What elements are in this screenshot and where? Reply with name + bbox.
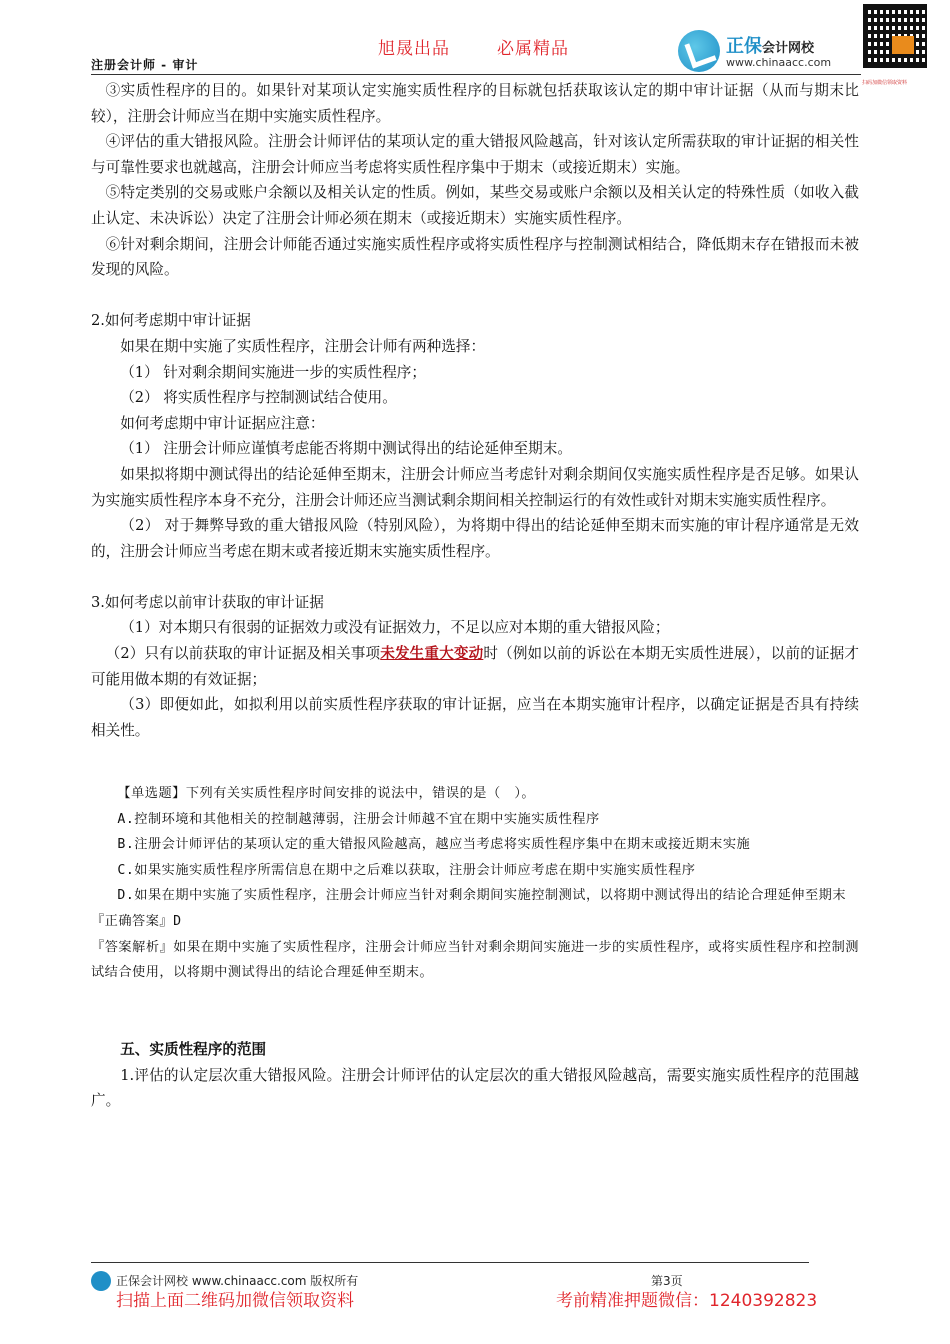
section-heading: 3.如何考虑以前审计获取的审计证据 bbox=[91, 593, 324, 611]
highlight-link[interactable]: 未发生重大变动 bbox=[380, 645, 484, 663]
list-item: （1） 注册会计师应谨慎考虑能否将期中测试得出的结论延伸至期末。 bbox=[120, 440, 572, 458]
subject-title: 注册会计师 - 审计 bbox=[91, 58, 199, 72]
paragraph: 如何考虑期中审计证据应注意： bbox=[120, 414, 325, 432]
paragraph: 1.评估的认定层次重大错报风险。注册会计师评估的认定层次的重大错报风险越高，需要实施实质性程序的范围越广。 bbox=[91, 1066, 859, 1110]
spacer bbox=[91, 743, 859, 769]
paragraph: ③实质性程序的目的。如果针对某项认定实施实质性程序的目标就包括获取该认定的期中审计证据（从而与期末比较），注册会计师应当在期中实施实质性程序。 bbox=[91, 82, 859, 125]
logo-url: www.chinaacc.com bbox=[726, 56, 832, 69]
spacer bbox=[91, 283, 859, 309]
spacer bbox=[91, 986, 859, 1012]
paragraph: ⑤特定类别的交易或账户余额以及相关认定的性质。例如，某些交易或账户余额以及相关认定的特殊性质（如收入截止认定、未决诉讼）决定了注册会计师必须在期末（或接近期末）实施实质性程序。 bbox=[91, 184, 859, 227]
list-item: （3）即便如此，如拟利用以前实质性程序获取的审计证据，应当在本期实施审计程序，以确定证据是否具有持续相关性。 bbox=[91, 696, 859, 739]
text-run: 时（例如以前的诉讼在本期无实质性进展），以前的证据才可能用做本期的有效证据； bbox=[91, 645, 859, 688]
paragraph: ④评估的重大错报风险。注册会计师评估的某项认定的重大错报风险越高，针对该认定所需获取的审计证据的相关性与可靠性要求也就越高，注册会计师应当考虑将实质性程序集中于期末（或接近期末）实施。 bbox=[91, 133, 859, 176]
logo-name bbox=[726, 32, 814, 58]
paragraph: 如果在期中实施了实质性程序，注册会计师有两种选择： bbox=[120, 337, 486, 355]
paragraph: ⑥针对剩余期间，注册会计师能否通过实施实质性程序或将实质性程序与控制测试相结合，降低期末存在错报而未被发现的风险。 bbox=[91, 235, 859, 279]
section-five-heading: 五、实质性程序的范围 bbox=[120, 1040, 267, 1058]
question-option-c: C.如果实施实质性程序所需信息在期中之后难以获取，注册会计师应考虑在期中实施实质性程序 bbox=[117, 862, 696, 878]
paragraph: 如果拟将期中测试得出的结论延伸至期末，注册会计师应当考虑针对剩余期间仅实施实质性程序是否足够。如果认为实施实质性程序本身不充分，注册会计师还应当测试剩余期间相关控制运行的有效性或针对期末实施实质性程序。 bbox=[91, 465, 859, 509]
document-body bbox=[91, 78, 859, 1114]
logo-mark-icon bbox=[678, 30, 720, 72]
question-option-a: A.控制环境和其他相关的控制越薄弱，注册会计师越不宜在期中实施实质性程序 bbox=[117, 811, 600, 827]
list-item: （2） 对于舞弊导致的重大错报风险（特别风险），为将期中得出的结论延伸至期末而实施的审计程序通常是无效的，注册会计师应当考虑在期末或者接近期末实施实质性程序。 bbox=[91, 517, 859, 560]
promo-left: 扫描上面二维码加微信领取资料 bbox=[116, 1291, 354, 1311]
logo-name-suffix: 会计网校 bbox=[762, 41, 815, 56]
question-block bbox=[91, 781, 859, 986]
spacer bbox=[91, 1011, 859, 1037]
header-divider bbox=[91, 74, 861, 75]
slogan-left: 旭晟出品 bbox=[378, 39, 450, 59]
text-run: （2）只有以前获取的审计证据及相关事项 bbox=[105, 645, 381, 663]
qr-note: 扫码加微信领取资料 bbox=[862, 80, 908, 86]
question-stem: 【单选题】下列有关实质性程序时间安排的说法中，错误的是（ ）。 bbox=[117, 786, 536, 802]
page-number: 第3页 bbox=[651, 1274, 683, 1288]
question-option-d: D.如果在期中实施了实质性程序，注册会计师应当针对剩余期间实施控制测试，以将期中测试得出的结论合理延伸至期末 bbox=[117, 888, 847, 904]
spacer bbox=[91, 769, 859, 781]
question-answer: 『正确答案』D bbox=[91, 914, 182, 929]
question-option-b: B.注册会计师评估的某项认定的重大错报风险越高，越应当考虑将实质性程序集中在期末或接近期末实施 bbox=[117, 837, 751, 853]
footer-copyright: 正保会计网校 www.chinaacc.com 版权所有 bbox=[116, 1274, 359, 1288]
question-analysis: 『答案解析』如果在期中实施了实质性程序，注册会计师应当针对剩余期间实施进一步的实质性程序，或将实质性程序和控制测试结合使用，以将期中测试得出的结论合理延伸至期末。 bbox=[91, 939, 859, 981]
logo-name-main: 正保 bbox=[726, 36, 762, 57]
chinaacc-logo[interactable] bbox=[678, 30, 858, 74]
list-item: （1）对本期只有很弱的证据效力或没有证据效力，不足以应对本期的重大错报风险； bbox=[120, 619, 670, 637]
footer-divider bbox=[91, 1262, 809, 1263]
footer-logo-icon bbox=[91, 1271, 111, 1291]
list-item bbox=[91, 641, 859, 692]
promo-right: 考前精准押题微信：1240392823 bbox=[556, 1291, 818, 1311]
section-heading: 2.如何考虑期中审计证据 bbox=[91, 312, 251, 330]
list-item: （1） 针对剩余期间实施进一步的实质性程序； bbox=[120, 363, 426, 381]
spacer bbox=[91, 564, 859, 590]
slogan-right: 必属精品 bbox=[497, 39, 569, 59]
list-item: （2） 将实质性程序与控制测试结合使用。 bbox=[120, 389, 397, 407]
qr-badge-icon bbox=[892, 36, 914, 54]
